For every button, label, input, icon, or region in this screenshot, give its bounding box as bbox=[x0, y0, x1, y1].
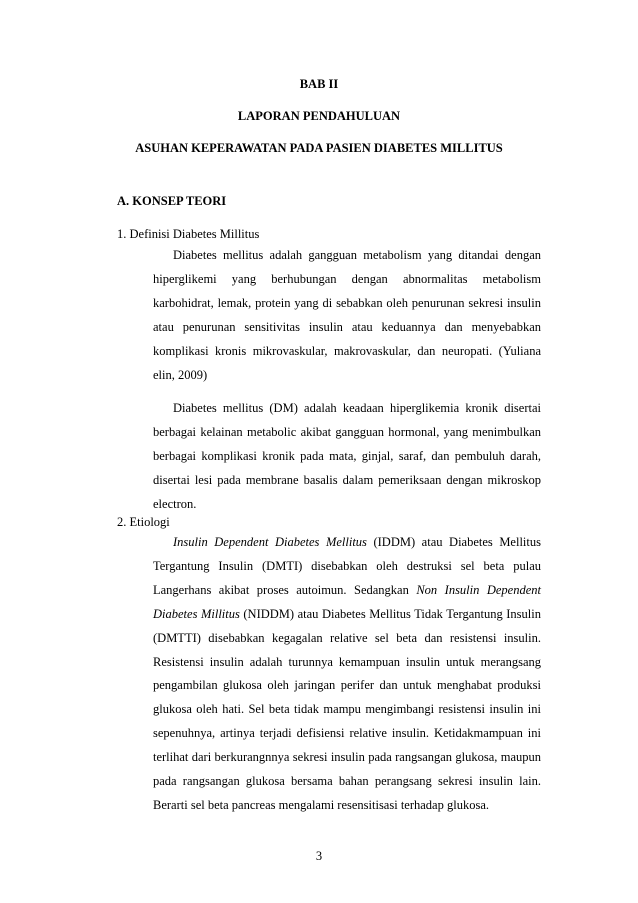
term-niddm: Non Insulin Dependent Diabetes Millitus bbox=[153, 582, 541, 621]
paragraph-definition-2: Diabetes mellitus (DM) adalah keadaan hiperglikemia kronik disertai berbagai kelainan metabolic akibat gangguan hormonal, yang menimbulkan berbagai komplikasi kronik pada mata, ginjal, saraf, dan pembuluh darah, disertai lesi pada membrane basalis dalam pemeriksaan dengan mikroskop electron. bbox=[153, 401, 541, 511]
document-subtitle: ASUHAN KEPERAWATAN PADA PASIEN DIABETES MILLITUS bbox=[135, 141, 503, 155]
paragraph-definition-1: Diabetes mellitus adalah gangguan metabolism yang ditandai dengan hiperglikemi yang berhubungan dengan abnormalitas metabolism karbohidrat, lemak, protein yang di sebabkan oleh penurunan sekresi insulin atau penurunan sensitivitas insulin atau keduannya dan menyebabkan komplikasi kronis mikrovaskular, makrovaskular, dan neuropati. (Yuliana elin, 2009) bbox=[153, 248, 541, 382]
subsection-heading-definisi: 1. Definisi Diabetes Millitus bbox=[117, 227, 260, 241]
term-iddm: Insulin Dependent Diabetes Mellitus bbox=[173, 535, 367, 549]
chapter-title: BAB II bbox=[299, 77, 339, 91]
section-heading-a: A. KONSEP TEORI bbox=[117, 194, 227, 208]
page-number: 3 bbox=[315, 849, 323, 863]
etiology-text-2: (NIDDM) atau Diabetes Mellitus Tidak Tergantung Insulin (DMTTI) disebabkan kegagalan relative sel beta dan resistensi insulin. Resistensi insulin adalah turunnya kemampuan insulin untuk merangsang pengambilan glukosa oleh jaringan perifer dan untuk menghabat produksi glukosa oleh hati. Sel beta tidak mampu mengimbangi resistensi insulin ini sepenuhnya, artinya terjadi defisiensi relative insulin. Ketidakmampuan ini terlihat dari berkurangnnya sekresi insulin pada rangsangan glukosa, maupun pada rangsangan glukosa bersama bahan perangsang sekresi insulin lain. Berarti sel beta pancreas mengalami resensitisasi terhadap glukosa. bbox=[153, 606, 541, 812]
paragraph-etiology bbox=[153, 531, 541, 818]
subsection-heading-etiologi: 2. Etiologi bbox=[117, 515, 170, 529]
report-title: LAPORAN PENDAHULUAN bbox=[237, 109, 401, 123]
etiology-text-1: (IDDM) atau Diabetes Mellitus Tergantung Insulin (DMTI) disebabkan oleh destruksi sel beta pulau Langerhans akibat proses autoimun. Sedangkan bbox=[153, 535, 541, 597]
